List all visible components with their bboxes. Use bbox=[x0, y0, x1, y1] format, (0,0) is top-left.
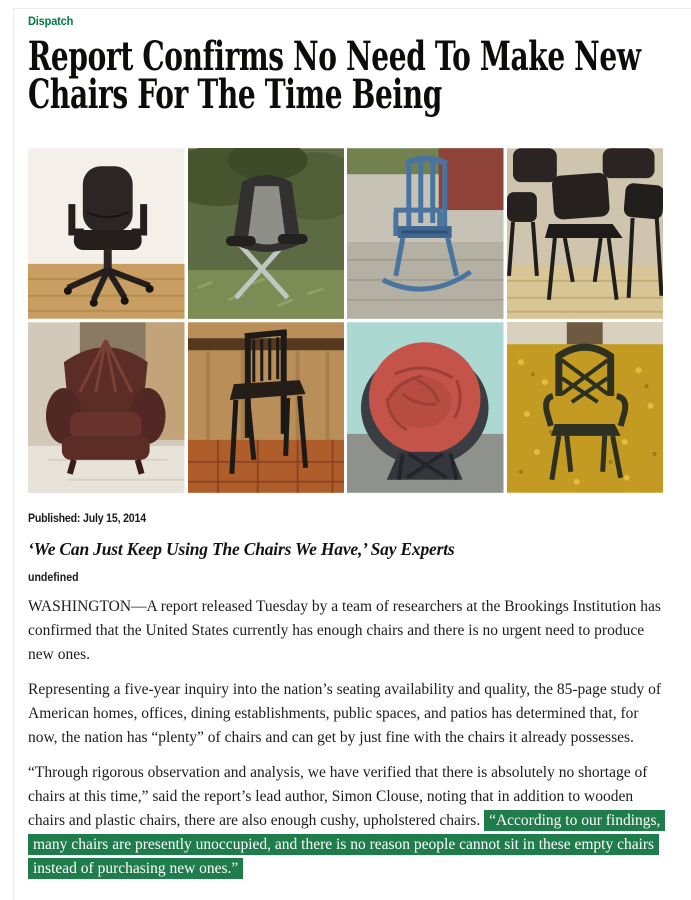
article-paragraph-2: Representing a five-year inquiry into the nation’s seating availability and quality, the 85-page study of American homes, offices, dining establishments, public spaces, and patios has determined that, for now, the nation has “plenty” of chairs and can get by just fine with the chairs it already possesses. bbox=[28, 681, 662, 746]
quote-plain-text: “Through rigorous observation and analysis, we have verified that there is absolutely no shortage of chairs at this time,” said the report’s lead author, Simon Clouse, noting that in addition to wooden chairs and plastic chairs, there are also enough cushy, upholstered chairs. bbox=[28, 764, 648, 829]
headline-line-2: Chairs For The Time Being bbox=[28, 71, 442, 118]
photo-leather-armchair bbox=[28, 322, 185, 493]
article-paragraph-1: WASHINGTON—A report released Tuesday by a team of researchers at the Brookings Institution has confirmed that the United States currently has enough chairs and there is no urgent need to produce new ones. bbox=[28, 598, 661, 663]
photo-dining-chair bbox=[188, 322, 345, 493]
camping-chair-illustration bbox=[188, 148, 345, 319]
section-kicker-link[interactable]: Dispatch bbox=[28, 14, 74, 28]
leather-armchair-illustration bbox=[28, 322, 185, 493]
dining-chair-illustration bbox=[188, 322, 345, 493]
photo-rocking-chair bbox=[347, 148, 504, 319]
published-date: Published: July 15, 2014 bbox=[28, 513, 146, 525]
office-chair-illustration bbox=[28, 148, 185, 319]
headline-line-1: Report Confirms No Need To Make New bbox=[28, 33, 641, 80]
article-page bbox=[28, 0, 663, 881]
article-paragraph-3 bbox=[28, 761, 663, 881]
byline: undefined bbox=[28, 572, 79, 584]
article-body bbox=[28, 595, 663, 881]
photo-papasan-chair bbox=[347, 322, 504, 493]
patio-chair-illustration bbox=[507, 322, 664, 493]
article-subheadline: ‘We Can Just Keep Using The Chairs We Have,’ Say Experts bbox=[28, 539, 455, 559]
rocking-chair-illustration bbox=[347, 148, 504, 319]
article-headline bbox=[28, 33, 663, 118]
stacking-chairs-illustration bbox=[507, 148, 664, 319]
highlighted-quote: “According to our findings, many chairs are presently unoccupied, and there is no reason people cannot sit in these empty chairs instead of purchasing new ones.” bbox=[28, 810, 665, 879]
photo-office-chair bbox=[28, 148, 185, 319]
photo-patio-chair bbox=[507, 322, 664, 493]
photo-stacking-chairs bbox=[507, 148, 664, 319]
papasan-chair-illustration bbox=[347, 322, 504, 493]
chair-photo-grid bbox=[28, 148, 663, 493]
photo-camping-chair bbox=[188, 148, 345, 319]
